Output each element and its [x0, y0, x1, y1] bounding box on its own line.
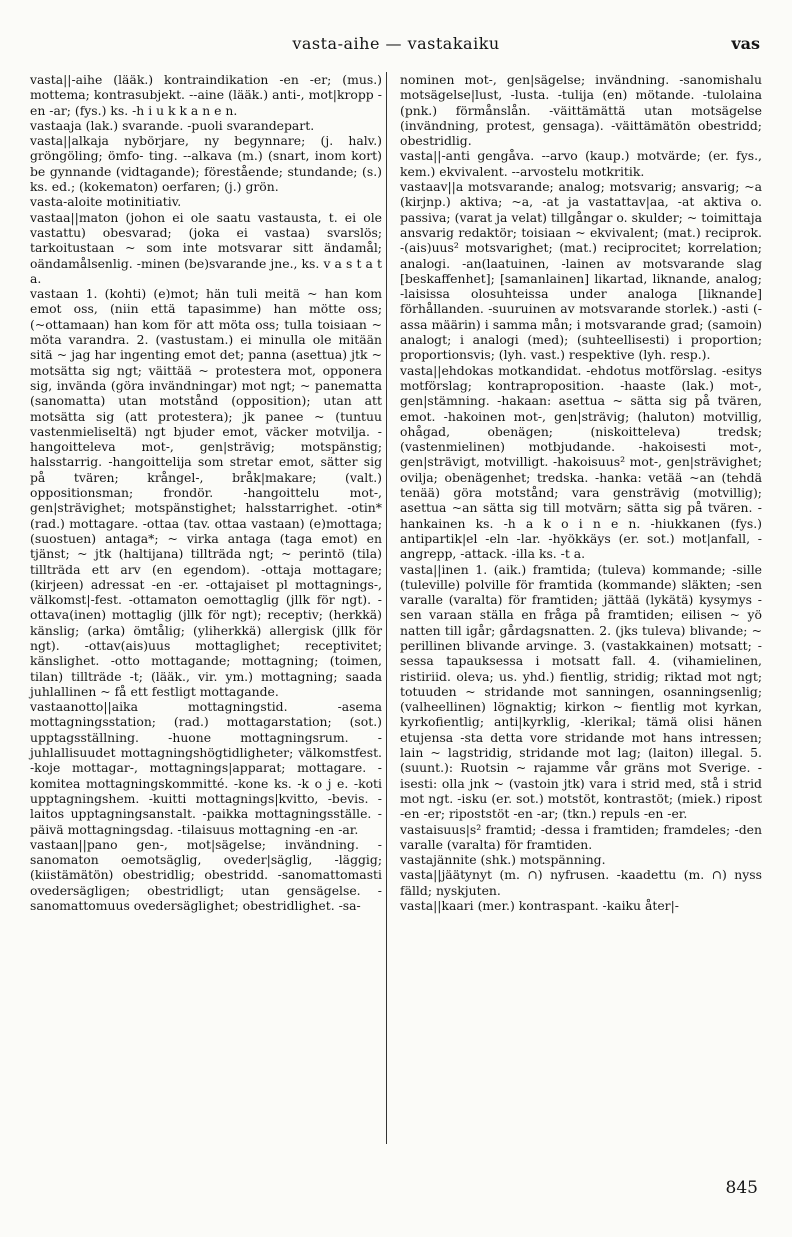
- entry: vasta-aloite motinitiativ.: [30, 194, 182, 210]
- entry: vasta||alkaja nybörjare, ny begynnare; (j. halv.) gröngöling; ömfo- ting. --alkava (m.) (snart, inom kort) be gynnande (vidtagande); förestående; stundande; (s.) ks. ed.; (kokematon) oerfaren; (j.) grön.: [30, 133, 382, 195]
- entry: vasta||-anti gengåva. --arvo (kaup.) motvärde; (er. fys., kem.) ekvivalent. --arvostelu motkritik.: [400, 148, 762, 179]
- guide-word: vas: [731, 34, 760, 53]
- entry: vastaanotto||aika mottagningstid. -asema mottagningsstation; (rad.) mottagarstation; (sot.) upptagsställning. -huone mottagningsrum. -juhlallisuudet mottagningshögtidligheter; välkomstfest. -koje mottagar-, mottagnings|apparat; mottagare. -komitea mottagningskommitté. -kone ks. -k o j e. -koti upptagningshem. -kuitti mottagnings|kvitto, -bevis. -laitos upptagningsanstalt. -paikka mottagningsställe. -päivä mottagningsdag. -tilaisuus mottagning -en -ar.: [30, 699, 382, 837]
- entry: vastaan||pano gen-, mot|sägelse; invändning. -sanomaton oemotsäglig, oveder|säglig, -läggig; (kiistämätön) obestridlig; obestridd. -sanomattomasti ovedersägligen; obestridligt; utan gensägelse. -sanomattomuus ovedersäglighet; obestridlighet. -sa-: [30, 836, 382, 914]
- page-number: 845: [725, 1178, 758, 1198]
- entry: vasta||jäätynyt (m. ∩) nyfrusen. -kaadettu (m. ∩) nyss fälld; nyskjuten.: [400, 867, 762, 898]
- entry: vastaa||maton (johon ei ole saatu vastausta, t. ei ole vastattu) obesvarad; (joka ei vastaa) svarslös; tarkoitustaan ~ som inte motsvarar sitt ändamål; oändamålsenlig. -minen (be)svarande jne., ks. v a s t a t a.: [30, 209, 382, 286]
- column-divider: [386, 72, 387, 1144]
- entry: vasta||-aihe (lääk.) kontraindikation -en -er; (mus.) mottema; kontrasubjekt. --aine (lääk.) anti-, mot|kropp -en -ar; (fys.) ks. -h i u k k a n e n.: [30, 72, 382, 118]
- entry: vasta||ehdokas motkandidat. -ehdotus motförslag. -esitys motförslag; kontraproposition. -haaste (lak.) mot-, gen|stämning. -hakaan: asettua ~ sätta sig på tvären, emot. -hakoinen mot-, gen|strävig; (haluton) motvillig, ohågad, obenägen; (niskoitteleva) tredsk; (vastenmielinen) motbjudande. -hakoisesti mot-, gen|strävigt, motvilligt. -hakoisuus² mot-, gen|strävighet; ovilja; obenägenhet; tredska. -hanka: vetää ~an (tehdä tenää) göra motstånd; vara gensträvig (motvillig); asettua ~an sätta sig till motvärn; sätta sig på tvären. -hankainen ks. -h a k o i n e n. -hiukkanen (fys.) antipartik|el -eln -lar. -hyökkäys (er. sot.) mot|anfall, -angrepp, -attack. -illa ks. -t a.: [400, 362, 762, 562]
- page-title: vasta-aihe — vastakaiku: [292, 34, 500, 53]
- right-column: [400, 72, 762, 913]
- running-head: [30, 34, 762, 60]
- entry: nominen mot-, gen|sägelse; invändning. -sanomishalu motsägelse|lust, -lusta. -tulija (en) mötande. -tulolaina (pnk.) förmånslån. -väittämättä utan motsägelse (invändning, protest, gensaga). -väittämätön obestridd; obestridlig.: [400, 72, 762, 149]
- entry: vastaav||a motsvarande; analog; motsvarig; ansvarig; ~a (kirjnp.) aktiva; ~a, -at ja vastattav|aa, -at aktiva o. passiva; (varat ja velat) tillgångar o. skulder; ~ toimittaja ansvarig redaktör; toisiaan ~ ekvivalent; (mat.) reciprok. -(ais)uus² motsvarighet; (mat.) reciprocitet; korrelation; analogi. -an(laatuinen, -lainen av motsvarande slag [beskaffenhet]; [samanlainen] likartad, liknande, analog; -laisissa olosuhteissa under analoga [liknande] förhållanden. -suuruinen av motsvarande storlek.) -asti (-assa määrin) i samma mån; i motsvarande grad; (samoin) analogt; i analogi (med); (suhteellisesti) i proportion; proportionsvis; (lyh. vast.) respektive (lyh. resp.).: [400, 179, 762, 363]
- entry: vasta||kaari (mer.) kontraspant. -kaiku åter|-: [400, 898, 679, 914]
- entry: vastaisuus|s² framtid; -dessa i framtiden; framdeles; -den varalle (varalta) för framtiden.: [400, 821, 762, 852]
- entry: vastaaja (lak.) svarande. -puoli svarandepart.: [30, 117, 315, 133]
- entry: vasta||inen 1. (aik.) framtida; (tuleva) kommande; -sille (tuleville) polville för framtida (kommande) släkten; -sen varalle (varalta) för framtiden; jättää (lykätä) kysymys -sen varaan ställa en fråga på framtiden; eilisen ~ yö natten till igår; gårdagsnatten. 2. (jks tuleva) blivande; ~ perillinen blivande arvinge. 3. (vastakkainen) motsatt; -sessa tapauksessa i motsatt fall. 4. (vihamielinen, ristiriid. oleva; us. yhd.) fientlig, stridig; riktad mot ngt; totuuden ~ stridande mot sanningen, osanningsenlig; (valheellinen) lögnaktig; kirkon ~ fientlig mot kyrkan, kyrkofientlig; anti|kyrklig, -klerikal; tämä olisi hänen etujensa -sta detta vore stridande mot hans intressen; lain ~ lagstridig, stridande mot lag; (laiton) illegal. 5. (suunt.): Ruotsin ~ rajamme vår gräns mot Sverige. -isesti: olla jnk ~ (vastoin jtk) vara i strid med, stå i strid mot ngt. -isku (er. sot.) motstöt, kontrastöt; (miek.) ripost -en -er; ripoststöt -en -ar; (tkn.) repuls -en -er.: [400, 561, 762, 822]
- entry: vastajännite (shk.) motspänning.: [400, 852, 606, 868]
- left-column: [30, 72, 382, 913]
- entry: vastaan 1. (kohti) (e)mot; hän tuli meitä ~ han kom emot oss, (niin että tapasimme) han mötte oss; (~ottamaan) han kom för att möta oss; tulla toisiaan ~ möta varandra. 2. (vastustam.) ei minulla ole mitään sitä ~ jag har ingenting emot det; panna (asettua) jtk ~ motsätta sig ngt; väittää ~ protestera mot, opponera sig, invända (göra invändningar) mot ngt; ~ panematta (sanomatta) utan motstånd (opposition); utan att motsätta sig (att protestera); jk panee ~ (tuntuu vastenmieliseltä) ngt bjuder emot, väcker motvilja. -hangoitteleva mot-, gen|strävig; motspänstig; halsstarrig. -hangoittelija som stretar emot, sätter sig på tvären; krångel-, bråk|makare; (valt.) oppositionsman; frondör. -hangoittelu mot-, gen|strävighet; motspänstighet; halsstarrighet. -otin* (rad.) mottagare. -ottaa (tav. ottaa vastaan) (e)mottaga; (suostuen) antaga*; ~ virka antaga (taga emot) en tjänst; ~ jtk (haltijana) tillträda ngt; ~ perintö (tila) tillträda ett arv (en egendom). -ottaja mottagare; (kirjeen) adressat -en -er. -ottajaiset pl mottagnings-, välkomst|-fest. -ottamaton oemottaglig (jllk för ngt). -ottava(inen) mottaglig (jllk för ngt); receptiv; (herkkä) känslig; (arka) ömtålig; (yliherkkä) allergisk (jllk för ngt). -ottav(ais)uus mottaglighet; receptivitet; känslighet. -otto mottagande; mottagning; (toimen, tilan) tillträde -t; (lääk., vir. ym.) mottagning; saada juhlallinen ~ få ett festligt mottagande.: [30, 286, 382, 699]
